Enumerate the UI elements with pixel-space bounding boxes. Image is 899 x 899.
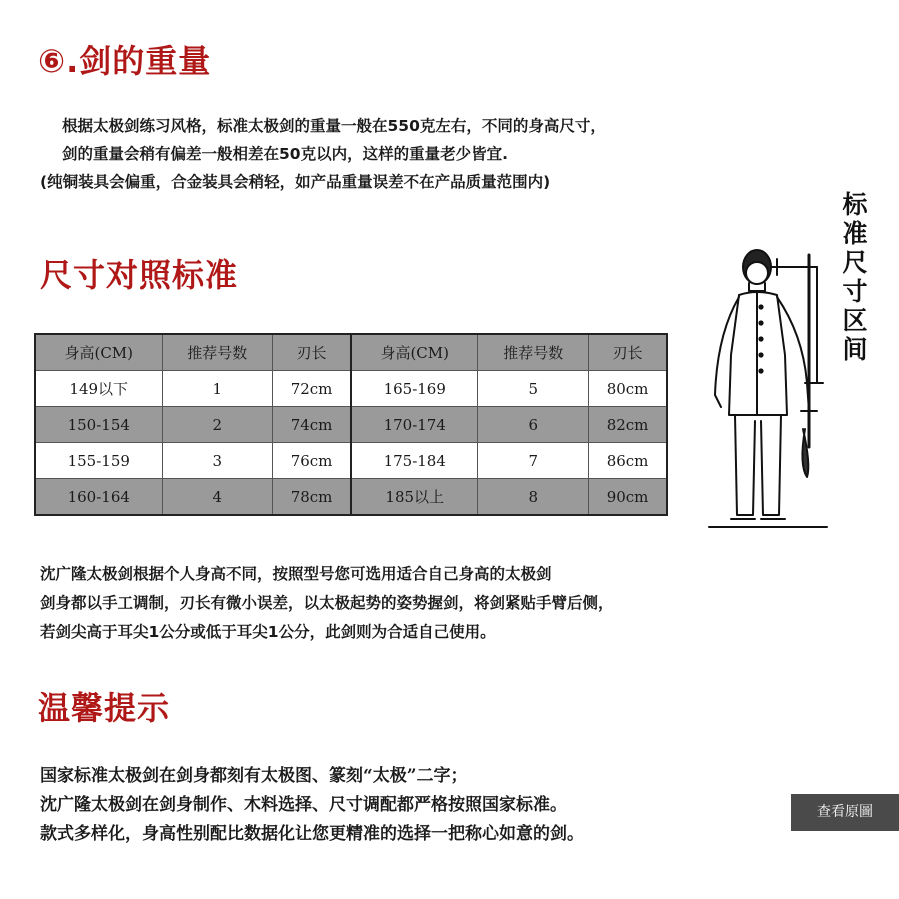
vertical-label-char: 尺 xyxy=(842,248,868,277)
vertical-label-char: 标 xyxy=(842,190,868,219)
size-section-title: 尺寸对照标准 xyxy=(40,256,239,294)
header-blade-length: 刃长 xyxy=(589,334,667,371)
table-row xyxy=(35,407,667,443)
table-row xyxy=(35,443,667,479)
table-cell: 72cm xyxy=(273,371,351,407)
size-chart-table xyxy=(34,333,668,516)
table-cell: 5 xyxy=(478,371,589,407)
usage-description xyxy=(40,560,614,647)
table-cell: 149以下 xyxy=(35,371,162,407)
table-cell: 74cm xyxy=(273,407,351,443)
table-cell: 165-169 xyxy=(351,371,478,407)
tip-line-1: 国家标准太极剑在剑身都刻有太极图、篆刻“太极”二字； xyxy=(40,766,468,786)
table-cell: 82cm xyxy=(589,407,667,443)
vertical-label-char: 区 xyxy=(842,306,868,335)
table-cell: 155-159 xyxy=(35,443,162,479)
header-height: 身高(CM) xyxy=(351,334,478,371)
header-height: 身高(CM) xyxy=(35,334,162,371)
table-cell: 78cm xyxy=(273,479,351,516)
weight-line-2: 剑的重量会稍有偏差一般相差在50克以内，这样的重量老少皆宜. xyxy=(62,145,508,163)
tip-line-3: 款式多样化，身高性别配比数据化让您更精准的选择一把称心如意的剑。 xyxy=(40,824,584,844)
table-cell: 6 xyxy=(478,407,589,443)
standard-size-range-label xyxy=(838,190,872,364)
table-cell: 185以上 xyxy=(351,479,478,516)
weight-section-title: ⑥.剑的重量 xyxy=(38,42,212,80)
table-cell: 80cm xyxy=(589,371,667,407)
header-size-number: 推荐号数 xyxy=(162,334,273,371)
table-cell: 150-154 xyxy=(35,407,162,443)
table-cell: 1 xyxy=(162,371,273,407)
table-cell: 4 xyxy=(162,479,273,516)
weight-line-3: (纯铜装具会偏重，合金装具会稍轻，如产品重量误差不在产品质量范围内) xyxy=(40,173,551,191)
table-cell: 8 xyxy=(478,479,589,516)
table-cell: 2 xyxy=(162,407,273,443)
table-cell: 160-164 xyxy=(35,479,162,516)
usage-line-2: 剑身都以手工调制，刃长有微小误差，以太极起势的姿势握剑，将剑紧贴手臂后侧， xyxy=(40,594,614,612)
table-cell: 90cm xyxy=(589,479,667,516)
table-cell: 86cm xyxy=(589,443,667,479)
table-cell: 76cm xyxy=(273,443,351,479)
table-row xyxy=(35,479,667,516)
table-row xyxy=(35,371,667,407)
vertical-label-char: 准 xyxy=(842,219,868,248)
table-cell: 170-174 xyxy=(351,407,478,443)
usage-line-3: 若剑尖高于耳尖1公分或低于耳尖1公分，此剑则为合适自己使用。 xyxy=(40,623,496,641)
table-header-row xyxy=(35,334,667,371)
weight-line-1: 根据太极剑练习风格，标准太极剑的重量一般在550克左右，不同的身高尺寸， xyxy=(62,117,606,135)
tip-line-2: 沈广隆太极剑在剑身制作、木料选择、尺寸调配都严格按照国家标准。 xyxy=(40,795,567,815)
header-size-number: 推荐号数 xyxy=(478,334,589,371)
usage-line-1: 沈广隆太极剑根据个人身高不同，按照型号您可选用适合自己身高的太极剑 xyxy=(40,565,552,583)
person-with-sword-illustration xyxy=(695,215,840,535)
vertical-label-char: 间 xyxy=(842,335,868,364)
tip-description xyxy=(40,762,584,849)
table-cell: 175-184 xyxy=(351,443,478,479)
weight-description xyxy=(40,112,606,196)
view-original-button[interactable]: 查看原圖 xyxy=(791,794,899,831)
tip-section-title: 温馨提示 xyxy=(38,689,171,727)
vertical-label-char: 寸 xyxy=(842,277,868,306)
header-blade-length: 刃长 xyxy=(273,334,351,371)
table-cell: 3 xyxy=(162,443,273,479)
table-cell: 7 xyxy=(478,443,589,479)
